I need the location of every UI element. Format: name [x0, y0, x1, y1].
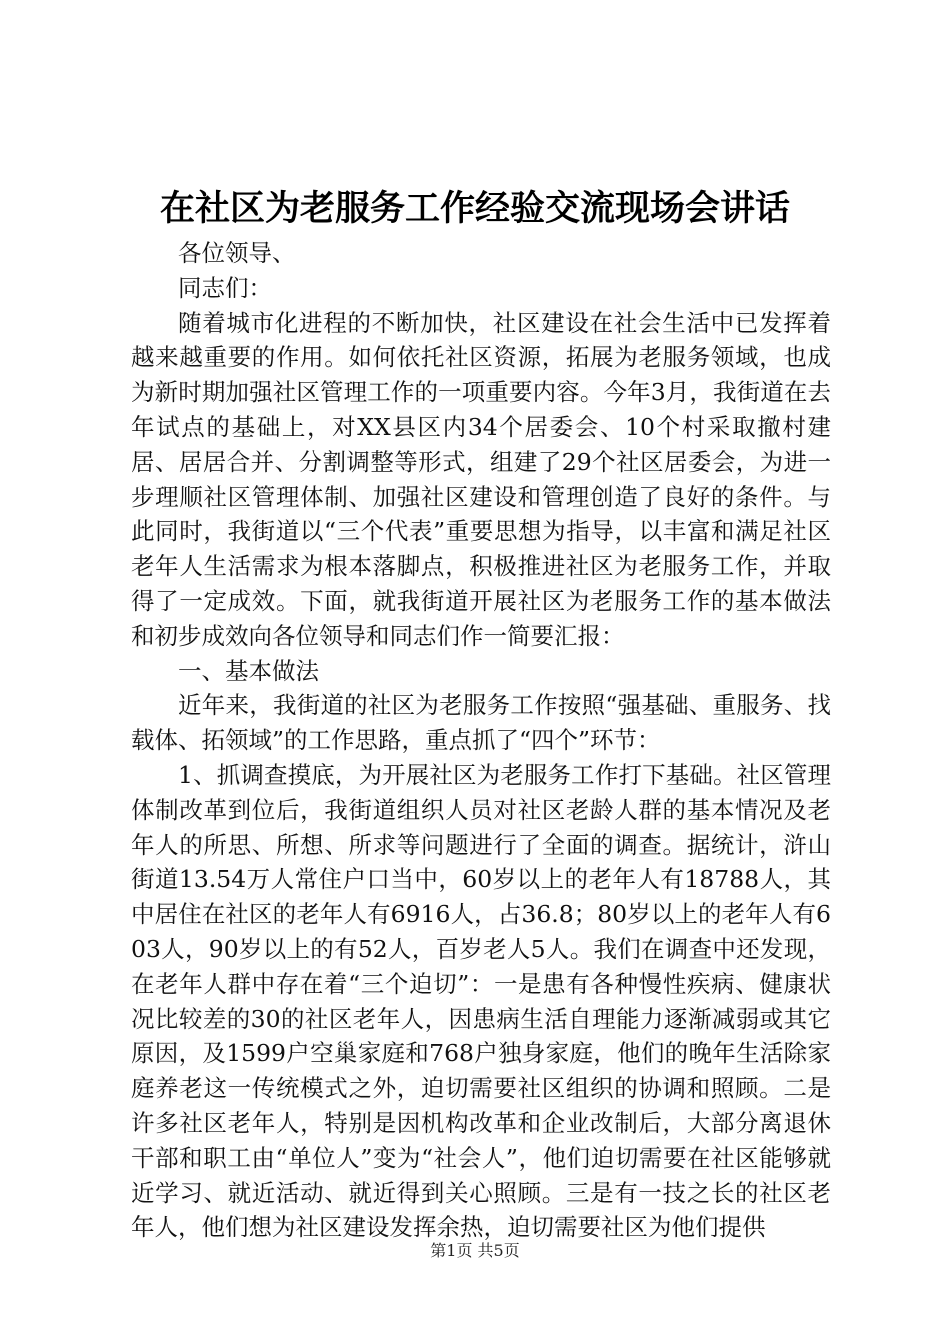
page-number-footer: 第1页 共5页 [430, 1241, 520, 1260]
body-paragraph: 1、抓调查摸底，为开展社区为老服务工作打下基础。社区管理体制改革到位后，我街道组织人员对社区老龄人群的基本情况及老年人的所思、所想、所求等问题进行了全面的调查。据统计，浒山街道13.54万人常住户口当中，60岁以上的老年人有18788人，其中居住在社区的老年人有6916人，占36.8；80岁以上的老年人有603人，90岁以上的有52人，百岁老人5人。我们在调查中还发现，在老年人群中存在着“三个迫切”：一是患有各种慢性疾病、健康状况比较差的30的社区老年人，因患病生活自理能力逐渐减弱或其它原因，及1599户空巢家庭和768户独身家庭，他们的晚年生活除家庭养老这一传统模式之外，迫切需要社区组织的协调和照顾。二是许多社区老年人，特别是因机构改革和企业改制后，大部分离退休干部和职工由“单位人”变为“社会人”，他们迫切需要在社区能够就近学习、就近活动、就近得到关心照顾。三是有一技之长的社区老年人，他们想为社区建设发挥余热，迫切需要社区为他们提供 [131, 760, 831, 1242]
section-heading: 一、基本做法 [178, 656, 319, 685]
salutation-line: 同志们： [178, 273, 272, 302]
document-title: 在社区为老服务工作经验交流现场会讲话 [159, 188, 790, 229]
document-body [131, 236, 831, 1245]
salutation-line: 各位领导、 [178, 239, 296, 267]
body-paragraph: 随着城市化进程的不断加快，社区建设在社会生活中已发挥着越来越重要的作用。如何依托社区资源，拓展为老服务领域，也成为新时期加强社区管理工作的一项重要内容。今年3月，我街道在去年试点的基础上，对XX县区内34个居委会、10个村采取撤村建居、居居合并、分割调整等形式，组建了29个社区居委会，为进一步理顺社区管理体制、加强社区建设和管理创造了良好的条件。与此同时，我街道以“三个代表”重要思想为指导，以丰富和满足社区老年人生活需求为根本落脚点，积极推进社区为老服务工作，并取得了一定成效。下面，就我街道开展社区为老服务工作的基本做法和初步成效向各位领导和同志们作一简要汇报： [131, 308, 831, 650]
body-paragraph: 近年来，我街道的社区为老服务工作按照“强基础、重服务、找载体、拓领域”的工作思路，重点抓了“四个”环节： [131, 691, 831, 755]
